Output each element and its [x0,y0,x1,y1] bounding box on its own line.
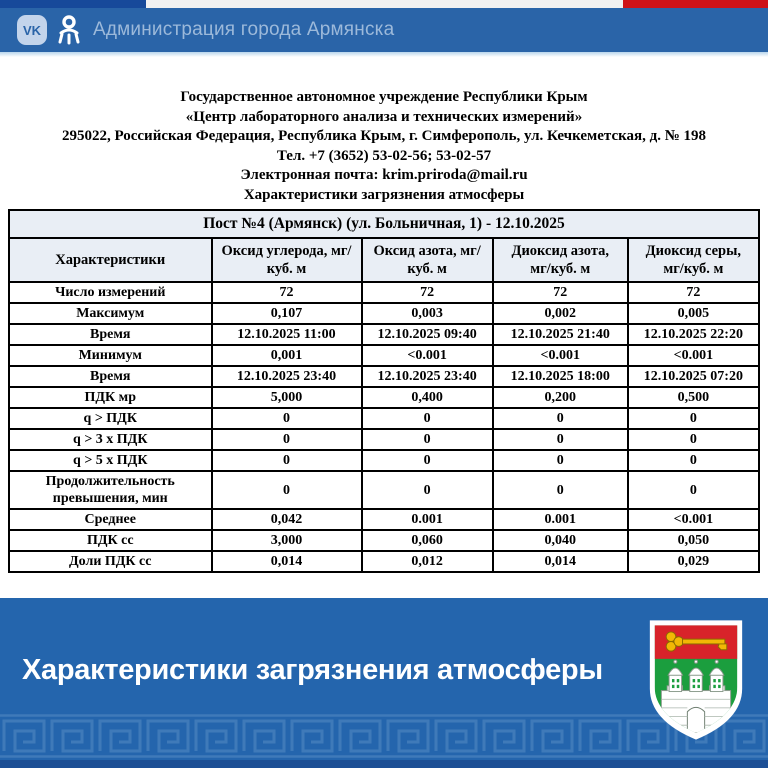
bottom-banner [0,598,768,760]
col-header: Диоксид серы, мг/куб. м [628,238,759,282]
row-label: Среднее [9,509,212,530]
table-header-row [9,238,759,282]
table-cell: 0,005 [628,303,759,324]
table-cell: <0.001 [493,345,628,366]
table-cell: 0,040 [493,530,628,551]
table-row [9,366,759,387]
table-cell: 5,000 [212,387,362,408]
table-cell: 0,500 [628,387,759,408]
table-cell: 12.10.2025 22:20 [628,324,759,345]
org-name-line: Государственное автономное учреждение Республики Крым [180,89,588,105]
stripe-red-segment [623,0,768,8]
table-cell: <0.001 [628,345,759,366]
org-phone-line: Тел. +7 (3652) 53-02-56; 53-02-57 [276,147,492,164]
table-cell: 0 [212,408,362,429]
table-cell: 12.10.2025 07:20 [628,366,759,387]
table-cell: 0 [628,408,759,429]
table-row [9,408,759,429]
social-header-bar [0,8,768,52]
table-cell: 72 [628,282,759,303]
table-cell: 72 [493,282,628,303]
col-header: Диоксид азота, мг/куб. м [493,238,628,282]
table-cell: 0,060 [362,530,493,551]
table-cell: 0,400 [362,387,493,408]
stripe-white-segment [146,0,623,8]
table-cell: 0 [212,429,362,450]
table-cell: 0 [493,408,628,429]
table-row [9,324,759,345]
table-row [9,429,759,450]
row-label: q > ПДК [9,408,212,429]
table-row [9,450,759,471]
table-row [9,345,759,366]
stripe-blue-segment [0,0,146,8]
table-row [9,551,759,572]
table-cell: 0,014 [493,551,628,572]
row-label: Максимум [9,303,212,324]
vk-icon[interactable]: VK [17,15,47,45]
row-label: Время [9,324,212,345]
org-subname-line: «Центр лабораторного анализа и технических измерений» [185,108,583,125]
document-title: Характеристики загрязнения атмосферы [243,186,525,203]
table-cell: 12.10.2025 23:40 [362,366,493,387]
table-row [9,282,759,303]
table-cell: 72 [362,282,493,303]
table-cell: 12.10.2025 23:40 [212,366,362,387]
table-row [9,303,759,324]
table-cell: 0 [362,450,493,471]
pollution-table [8,209,760,573]
tricolor-stripe [0,0,768,8]
table-cell: <0.001 [628,509,759,530]
table-cell: 0 [212,450,362,471]
table-cell: 0 [493,429,628,450]
table-cell: 0 [362,408,493,429]
row-label: q > 5 х ПДК [9,450,212,471]
table-cell: 0 [628,450,759,471]
table-cell: 0,200 [493,387,628,408]
col-header: Оксид азота, мг/куб. м [362,238,493,282]
table-cell: 0,012 [362,551,493,572]
org-address-line: 295022, Российская Федерация, Республика Крым, г. Симферополь, ул. Кечкеметская, д. № 198 [61,128,707,144]
table-cell: 0.001 [362,509,493,530]
table-row [9,471,759,509]
coat-of-arms [646,616,746,744]
community-title: Администрация города Армянска [93,19,395,40]
col-header: Характеристики [9,238,212,282]
org-email-line: Электронная почта: krim.priroda@mail.ru [240,167,528,183]
table-cell: 12.10.2025 18:00 [493,366,628,387]
row-label: Число измерений [9,282,212,303]
table-title-row [9,210,759,238]
table-cell: 0 [362,429,493,450]
table-row [9,509,759,530]
banner-title: Характеристики загрязнения атмосферы [22,654,603,686]
table-cell: 0,050 [628,530,759,551]
table-row [9,530,759,551]
table-cell: 72 [212,282,362,303]
table-cell: 12.10.2025 11:00 [212,324,362,345]
table-cell: 0 [493,471,628,509]
table-cell: 0,042 [212,509,362,530]
table-cell: 0,029 [628,551,759,572]
table-cell: <0.001 [362,345,493,366]
table-cell: 0 [493,450,628,471]
bottom-strip [0,760,768,768]
table-title: Пост №4 (Армянск) (ул. Больничная, 1) - 12.10.2025 [9,210,759,238]
row-label: Продолжительность превышения, мин [9,471,212,509]
row-label: Время [9,366,212,387]
table-row [9,387,759,408]
table-cell: 0,014 [212,551,362,572]
row-label: q > 3 х ПДК [9,429,212,450]
row-label: ПДК мр [9,387,212,408]
table-cell: 12.10.2025 09:40 [362,324,493,345]
table-cell: 0,002 [493,303,628,324]
table-cell: 0 [362,471,493,509]
row-label: Минимум [9,345,212,366]
header-divider [0,52,768,57]
table-cell: 0,003 [362,303,493,324]
table-cell: 0 [628,471,759,509]
pollution-table-wrap [8,209,760,573]
table-cell: 0,001 [212,345,362,366]
row-label: ПДК сс [9,530,212,551]
odnoklassniki-icon[interactable] [57,14,81,46]
letterhead [8,88,760,205]
row-label: Доли ПДК сс [9,551,212,572]
table-cell: 0 [212,471,362,509]
table-cell: 0.001 [493,509,628,530]
table-cell: 0 [628,429,759,450]
table-cell: 0,107 [212,303,362,324]
table-cell: 3,000 [212,530,362,551]
col-header: Оксид углерода, мг/куб. м [212,238,362,282]
table-cell: 12.10.2025 21:40 [493,324,628,345]
